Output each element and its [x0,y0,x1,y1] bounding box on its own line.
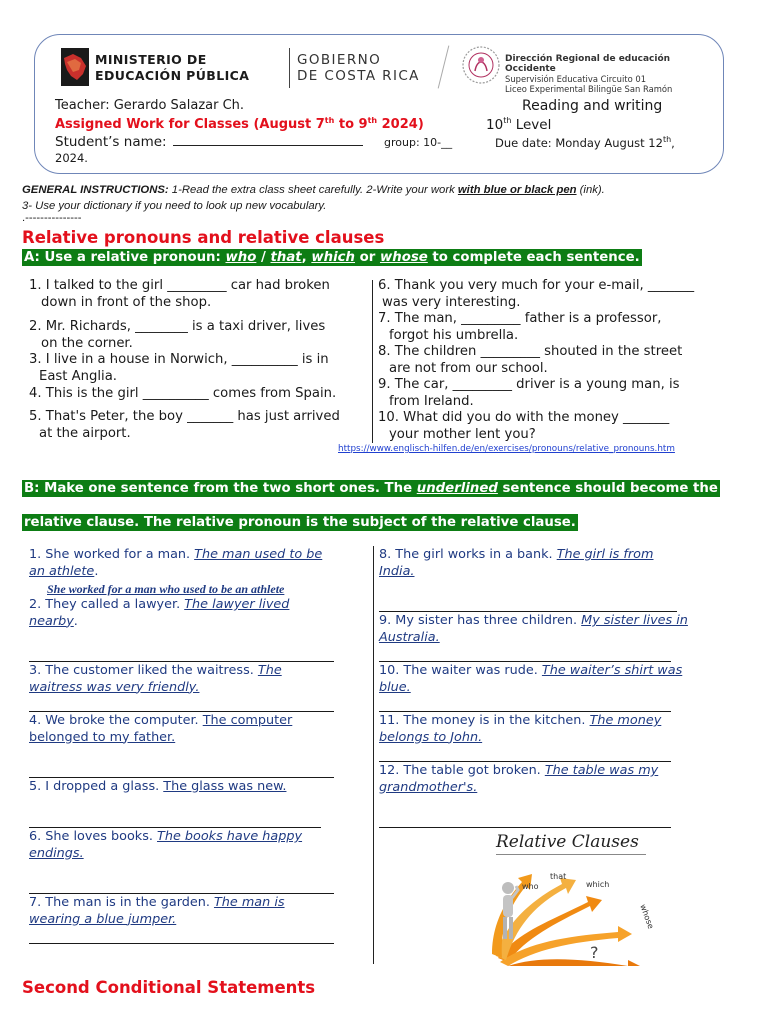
answer-line-5[interactable] [29,827,321,828]
column-divider-b [373,546,374,964]
section-title: Relative pronouns and relative clauses [22,228,385,247]
ministry-name: MINISTERIO DE EDUCACIÓN PÚBLICA [95,52,250,83]
grade-level: 10th Level [486,116,552,133]
relative-clauses-illustration [478,832,654,966]
illustration-word-which: which [586,880,610,889]
source-link[interactable]: https://www.englisch-hilfen.de/en/exercises/pronouns/relative_pronouns.htm [338,444,675,454]
exercise-b-item-9: 9. My sister has three children. My sister lives in Australia. [379,613,688,645]
illustration-word-who: who [522,882,539,891]
section-b-instruction-line-2: relative clause. The relative pronoun is the subject of the relative clause. [24,515,576,530]
school-seal-logo [461,45,501,85]
answer-line-3[interactable] [29,711,334,712]
logo-separator-2 [438,46,450,89]
answer-line-9[interactable] [379,661,671,662]
group-field[interactable]: group: 10-__ [384,136,453,149]
exercise-b-item-1: 1. She worked for a man. The man used to be an athlete. [29,547,323,579]
teacher-name: Teacher: Gerardo Salazar Ch. [55,98,245,113]
answer-line-11[interactable] [379,761,671,762]
logo-strip [61,48,721,94]
exercise-a-item-10: 10. What did you do with the money _______ your mother lent you? [378,410,670,442]
logo-separator [289,48,290,88]
exercise-b-item-2: 2. They called a lawyer. The lawyer lived nearby. [29,597,290,629]
exercise-b-item-12: 12. The table got broken. The table was my grandmother's. [379,763,659,795]
section-b-instruction: B: Make one sentence from the two short ones. The underlined sentence should become the [22,480,720,497]
student-name-field[interactable]: Student’s name: [55,134,365,150]
exercise-a-item-2: 2. Mr. Richards, ________ is a taxi driver, lives on the corner. [29,319,326,351]
illustration-title: Relative Clauses [496,832,646,855]
due-date: Due date: Monday August 12th, [495,135,675,150]
column-divider-a [372,280,373,443]
exercise-b-item-3: 3. The customer liked the waitress. The waitress was very friendly. [29,663,282,695]
exercise-b-item-8: 8. The girl works in a bank. The girl is from India. [379,547,654,579]
next-section-title: Second Conditional Statements [22,978,316,997]
exercise-b-item-11: 11. The money is in the kitchen. The money belongs to John. [379,713,662,745]
government-name: GOBIERNO DE COSTA RICA [297,52,420,84]
header-box [34,34,724,174]
exercise-a-item-1: 1. I talked to the girl _________ car had broken down in front of the shop. [29,278,330,310]
exercise-a-item-4: 4. This is the girl __________ comes from Spain. [29,386,337,401]
exercise-a-item-5: 5. That's Peter, the boy _______ has just arrived at the airport. [29,409,340,441]
exercise-a-item-8: 8. The children _________ shouted in the street are not from our school. [378,344,683,376]
exercise-a-item-6: 6. Thank you very much for your e-mail, _______ was very interesting. [378,278,695,310]
illustration-word-that: that [550,872,567,881]
exercise-b-item-10: 10. The waiter was rude. The waiter’s shirt was blue. [379,663,683,695]
general-instructions: GENERAL INSTRUCTIONS: 1-Read the extra class sheet carefully. 2-Write your work with blue or black pen (ink). [22,184,605,196]
regional-office-info: Dirección Regional de educación Occidente Supervisión Educativa Circuito 01 Liceo Experimental Bilingüe San Ramón [505,54,673,94]
costa-rica-map-logo [61,48,89,86]
answer-line-12[interactable] [379,827,671,828]
exercise-a-item-9: 9. The car, _________ driver is a young man, is from Ireland. [378,377,680,409]
due-date-year: 2024. [55,151,88,165]
illustration-word-whose: whose [638,902,656,931]
answer-line-7[interactable] [29,943,334,944]
answer-line-2[interactable] [29,661,334,662]
exercise-b-item-4: 4. We broke the computer. The computer belonged to my father. [29,713,293,745]
question-mark: ? [590,943,599,962]
exercise-b-item-6: 6. She loves books. The books have happy endings. [29,829,303,861]
student-name-blank[interactable] [173,134,363,146]
exercise-a-item-7: 7. The man, _________ father is a professor, forgot his umbrella. [378,311,662,343]
assignment-dates: Assigned Work for Classes (August 7th to 9th 2024) [55,116,424,132]
exercise-b-item-5: 5. I dropped a glass. The glass was new. [29,779,287,794]
instruction-divider: .--------------- [22,212,82,224]
example-answer: She worked for a man who used to be an athlete [47,582,285,596]
answer-line-10[interactable] [379,711,671,712]
exercise-b-item-7: 7. The man is in the garden. The man is wearing a blue jumper. [29,895,285,927]
answer-line-6[interactable] [29,893,334,894]
instruction-step-3: 3- Use your dictionary if you need to look up new vocabulary. [22,200,327,212]
section-a-instruction: A: Use a relative pronoun: who / that, which or whose to complete each sentence. [24,250,640,265]
subject-name: Reading and writing [522,98,663,114]
answer-line-8[interactable] [379,611,677,612]
answer-line-4[interactable] [29,777,334,778]
exercise-a-item-3: 3. I live in a house in Norwich, __________ is in East Anglia. [29,352,329,384]
